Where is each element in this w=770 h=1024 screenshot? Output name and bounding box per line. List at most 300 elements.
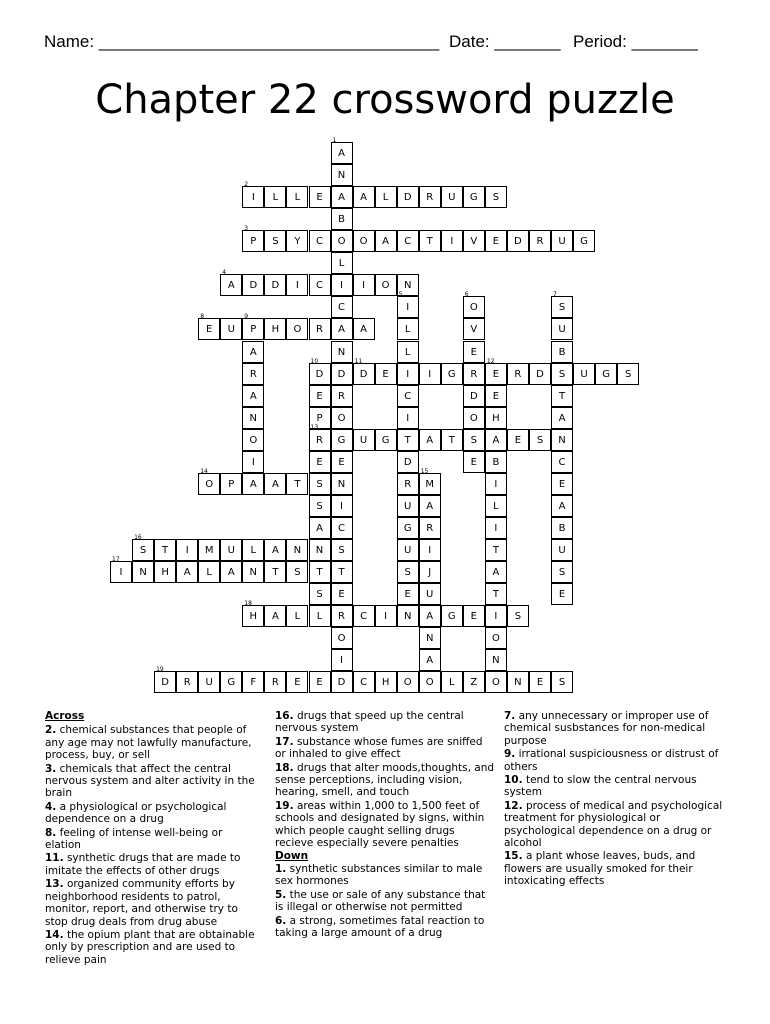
cell-letter: E — [470, 611, 477, 622]
grid-cell[interactable] — [286, 671, 308, 693]
grid-cell[interactable] — [595, 363, 617, 385]
grid-cell[interactable] — [397, 451, 419, 473]
grid-cell[interactable] — [198, 313, 220, 340]
grid-cell[interactable] — [220, 269, 242, 296]
cell-letter: I — [494, 611, 498, 622]
cell-letter: N — [293, 544, 302, 556]
grid-cell[interactable] — [242, 407, 264, 429]
grid-cell[interactable] — [551, 429, 573, 451]
grid-cell[interactable] — [397, 341, 419, 363]
grid-cell[interactable] — [551, 341, 573, 363]
cell-letter: S — [558, 567, 566, 578]
cell-letter: N — [558, 434, 566, 446]
grid-cell[interactable] — [286, 230, 308, 252]
cell-letter: O — [249, 434, 258, 446]
grid-cell[interactable] — [375, 230, 397, 252]
grid-cell[interactable] — [419, 605, 441, 627]
cell-letter: H — [492, 412, 500, 424]
grid-cell[interactable] — [551, 561, 573, 583]
grid-cell[interactable] — [551, 583, 573, 605]
cell-letter: N — [337, 346, 346, 358]
across-heading: Across — [45, 710, 85, 722]
grid-cell[interactable] — [331, 671, 353, 693]
grid-cell[interactable] — [485, 539, 507, 561]
grid-cell[interactable] — [573, 363, 595, 385]
grid-cell[interactable] — [463, 318, 485, 340]
grid-cell[interactable] — [551, 473, 573, 495]
grid-cell[interactable] — [309, 186, 331, 208]
grid-cell[interactable] — [242, 385, 264, 407]
across-clue-list-continued — [275, 710, 495, 849]
grid-cell[interactable] — [353, 605, 375, 627]
cell-letter: A — [338, 148, 345, 159]
down-heading: Down — [275, 850, 309, 863]
grid-cell[interactable] — [264, 318, 286, 340]
grid-cell[interactable] — [485, 605, 507, 627]
cell-letter: A — [183, 567, 191, 578]
grid-cell[interactable] — [463, 605, 485, 627]
grid-cell[interactable] — [419, 649, 441, 671]
grid-cell[interactable] — [551, 385, 573, 407]
name-field-label[interactable]: Name: ____________________________________ — [44, 32, 440, 51]
grid-cell[interactable] — [551, 539, 573, 561]
grid-cell[interactable] — [419, 583, 441, 605]
grid-cell[interactable] — [397, 671, 419, 693]
grid-cell[interactable] — [264, 561, 286, 583]
grid-cell[interactable] — [220, 539, 242, 561]
grid-cell[interactable] — [154, 561, 176, 583]
grid-cell[interactable] — [331, 539, 353, 561]
grid-cell[interactable] — [397, 230, 419, 252]
grid-cell[interactable] — [419, 429, 441, 451]
cell-letter: S — [139, 544, 147, 556]
grid-cell[interactable] — [286, 186, 308, 208]
grid-cell[interactable] — [485, 451, 507, 473]
grid-cell[interactable] — [331, 252, 353, 274]
cell-letter: S — [272, 236, 279, 248]
grid-cell[interactable] — [331, 407, 353, 429]
grid-cell[interactable] — [331, 230, 353, 252]
grid-cell[interactable] — [375, 363, 397, 385]
grid-cell[interactable] — [309, 605, 331, 627]
grid-cell[interactable] — [397, 517, 419, 539]
cell-letter: G — [469, 192, 478, 204]
cell-letter: L — [382, 192, 389, 204]
cell-letter: P — [228, 478, 235, 490]
grid-cell[interactable] — [485, 561, 507, 583]
grid-cell[interactable] — [441, 186, 463, 208]
cell-letter: O — [469, 412, 478, 424]
grid-cell[interactable] — [331, 561, 353, 583]
clue-number: 3 — [244, 225, 249, 233]
clue-item-text: chemicals that affect the central nervous system and alter activity in the brain — [45, 762, 255, 800]
grid-cell[interactable] — [242, 561, 264, 583]
grid-cell[interactable] — [154, 666, 176, 693]
grid-cell[interactable] — [485, 649, 507, 671]
clue-number: 5 — [398, 291, 403, 299]
grid-cell[interactable] — [286, 561, 308, 583]
grid-cell[interactable] — [331, 473, 353, 495]
cell-letter: A — [271, 611, 279, 622]
grid-cell[interactable] — [397, 561, 419, 583]
grid-cell[interactable] — [507, 363, 529, 385]
grid-cell[interactable] — [353, 357, 375, 385]
clue-item — [504, 774, 729, 799]
grid-cell[interactable] — [309, 583, 331, 605]
grid-cell[interactable] — [220, 671, 242, 693]
grid-cell[interactable] — [286, 274, 308, 296]
grid-cell[interactable] — [397, 605, 419, 627]
cell-letter: A — [426, 655, 434, 667]
grid-cell[interactable] — [309, 451, 331, 473]
grid-cell[interactable] — [331, 137, 353, 164]
grid-cell[interactable] — [551, 407, 573, 429]
grid-cell[interactable] — [463, 671, 485, 693]
grid-cell[interactable] — [463, 291, 485, 318]
grid-cell[interactable] — [242, 473, 264, 495]
date-field-label[interactable]: Date: _______ — [449, 32, 561, 51]
grid-cell[interactable] — [264, 671, 286, 693]
grid-cell[interactable] — [463, 385, 485, 407]
cell-letter: D — [514, 236, 522, 248]
grid-cell[interactable] — [331, 583, 353, 605]
grid-cell[interactable] — [397, 291, 419, 318]
grid-cell[interactable] — [485, 385, 507, 407]
grid-cell[interactable] — [242, 363, 264, 385]
grid-cell[interactable] — [242, 451, 264, 473]
grid-cell[interactable] — [132, 561, 154, 583]
clue-item-text: a plant whose leaves, buds, and flowers are usually smoked for their intoxicating effects — [504, 850, 696, 888]
cell-letter: E — [316, 390, 323, 402]
grid-cell[interactable] — [463, 186, 485, 208]
clue-item-text: feeling of intense well-being or elation — [45, 826, 223, 852]
grid-cell[interactable] — [132, 533, 154, 561]
clues-column-2 — [275, 710, 495, 940]
grid-cell[interactable] — [176, 671, 198, 693]
grid-cell[interactable] — [419, 561, 441, 583]
grid-cell[interactable] — [419, 539, 441, 561]
grid-cell[interactable] — [551, 291, 573, 318]
grid-cell[interactable] — [397, 186, 419, 208]
grid-cell[interactable] — [353, 186, 375, 208]
period-field-label[interactable]: Period: _______ — [573, 32, 698, 51]
grid-cell[interactable] — [331, 517, 353, 539]
grid-cell[interactable] — [220, 473, 242, 495]
grid-cell[interactable] — [507, 429, 529, 451]
grid-cell[interactable] — [286, 605, 308, 627]
grid-cell[interactable] — [309, 385, 331, 407]
grid-cell[interactable] — [485, 186, 507, 208]
grid-cell[interactable] — [242, 341, 264, 363]
grid-cell[interactable] — [441, 605, 463, 627]
grid-cell[interactable] — [397, 407, 419, 429]
cell-letter: N — [425, 633, 434, 645]
grid-cell[interactable] — [485, 357, 507, 385]
grid-cell[interactable] — [331, 495, 353, 517]
grid-cell[interactable] — [242, 539, 264, 561]
grid-cell[interactable] — [375, 186, 397, 208]
cell-letter: A — [558, 412, 566, 424]
grid-cell[interactable] — [309, 671, 331, 693]
grid-cell[interactable] — [309, 423, 331, 451]
cell-letter: B — [558, 346, 566, 358]
grid-cell[interactable] — [353, 429, 375, 451]
grid-cell[interactable] — [397, 583, 419, 605]
cell-letter: P — [250, 324, 257, 336]
grid-cell[interactable] — [331, 649, 353, 671]
grid-cell[interactable] — [198, 671, 220, 693]
grid-cell[interactable] — [397, 539, 419, 561]
cell-letter: D — [337, 368, 346, 380]
cell-letter: L — [272, 192, 279, 204]
clue-item-text: a strong, sometimes fatal reaction to taking a large amount of a drug — [275, 914, 485, 939]
grid-cell[interactable] — [485, 230, 507, 252]
cell-letter: U — [205, 677, 213, 689]
grid-cell[interactable] — [441, 363, 463, 385]
cell-letter: G — [447, 611, 456, 622]
grid-cell[interactable] — [286, 539, 308, 561]
grid-cell[interactable] — [485, 517, 507, 539]
grid-cell[interactable] — [309, 318, 331, 340]
cell-letter: L — [493, 500, 499, 512]
clue-item-number: 13. — [45, 878, 64, 891]
grid-cell[interactable] — [463, 230, 485, 252]
clue-item-text: process of medical and psychological treatment for physiological or psychological dependence on a drug or alcohol — [504, 799, 723, 850]
grid-cell[interactable] — [375, 605, 397, 627]
cell-letter: T — [162, 544, 169, 556]
cell-letter: S — [536, 434, 544, 446]
grid-cell[interactable] — [529, 429, 551, 451]
grid-cell[interactable] — [463, 429, 485, 451]
grid-cell[interactable] — [220, 561, 242, 583]
grid-cell[interactable] — [419, 517, 441, 539]
grid-cell[interactable] — [551, 517, 573, 539]
cell-letter: N — [514, 677, 522, 689]
clue-number: 16 — [134, 533, 142, 541]
grid-cell[interactable] — [242, 600, 264, 627]
grid-cell[interactable] — [419, 230, 441, 252]
grid-cell[interactable] — [375, 671, 397, 693]
grid-cell[interactable] — [419, 671, 441, 693]
grid-cell[interactable] — [309, 357, 331, 385]
grid-cell[interactable] — [485, 583, 507, 605]
grid-cell[interactable] — [198, 539, 220, 561]
cell-letter: S — [514, 611, 522, 622]
grid-cell[interactable] — [220, 318, 242, 340]
grid-cell[interactable] — [331, 385, 353, 407]
grid-cell[interactable] — [551, 495, 573, 517]
cell-letter: P — [316, 412, 323, 424]
clue-number: 12 — [486, 357, 495, 365]
grid-cell[interactable] — [397, 495, 419, 517]
cell-letter: E — [536, 677, 544, 689]
grid-cell[interactable] — [331, 429, 353, 451]
grid-cell[interactable] — [485, 473, 507, 495]
clue-item-number: 5. — [275, 888, 287, 901]
cell-letter: C — [338, 522, 345, 534]
grid-cell[interactable] — [286, 473, 308, 495]
grid-cell[interactable] — [441, 671, 463, 693]
grid-cell[interactable] — [331, 274, 353, 296]
grid-cell[interactable] — [309, 230, 331, 252]
cell-letter: D — [403, 192, 412, 204]
clue-number: 18 — [244, 600, 252, 607]
grid-cell[interactable] — [397, 363, 419, 385]
grid-cell[interactable] — [331, 605, 353, 627]
grid-cell[interactable] — [463, 363, 485, 385]
grid-cell[interactable] — [441, 429, 463, 451]
cell-letter: C — [360, 611, 368, 622]
grid-cell[interactable] — [529, 363, 551, 385]
grid-cell[interactable] — [154, 539, 176, 561]
grid-cell[interactable] — [198, 467, 220, 495]
grid-cell[interactable] — [331, 164, 353, 186]
grid-cell[interactable] — [419, 186, 441, 208]
cell-letter: C — [338, 302, 345, 314]
grid-cell[interactable] — [331, 341, 353, 363]
grid-cell[interactable] — [331, 451, 353, 473]
grid-cell[interactable] — [309, 495, 331, 517]
grid-cell[interactable] — [551, 451, 573, 473]
grid-cell[interactable] — [264, 274, 286, 296]
grid-cell[interactable] — [551, 318, 573, 340]
cell-letter: E — [514, 434, 522, 446]
grid-cell[interactable] — [419, 363, 441, 385]
grid-cell[interactable] — [507, 671, 529, 693]
cell-letter: N — [337, 478, 346, 490]
grid-cell[interactable] — [419, 627, 441, 649]
grid-cell[interactable] — [529, 671, 551, 693]
grid-cell[interactable] — [485, 495, 507, 517]
grid-cell[interactable] — [463, 451, 485, 473]
grid-cell[interactable] — [264, 473, 286, 495]
clue-number: 19 — [156, 666, 164, 674]
cell-letter: M — [204, 544, 214, 556]
grid-cell[interactable] — [463, 341, 485, 363]
cell-letter: S — [294, 567, 301, 578]
cell-letter: E — [404, 589, 411, 600]
clue-item — [275, 800, 495, 850]
cell-letter: L — [404, 324, 411, 336]
grid-cell[interactable] — [331, 186, 353, 208]
grid-cell[interactable] — [264, 230, 286, 252]
clue-item-text: organized community efforts by neighborhood residents to patrol, monitor, report, and otherwise try to stop drug deals from drug abuse — [45, 878, 238, 928]
cell-letter: L — [404, 346, 411, 358]
grid-cell[interactable] — [397, 385, 419, 407]
grid-cell[interactable] — [551, 230, 573, 252]
clue-item — [504, 850, 729, 887]
cell-letter: O — [337, 633, 346, 645]
grid-cell[interactable] — [353, 230, 375, 252]
grid-cell[interactable] — [309, 274, 331, 296]
cell-letter: A — [426, 500, 434, 512]
grid-cell[interactable] — [441, 230, 463, 252]
cell-letter: N — [139, 567, 147, 578]
grid-cell[interactable] — [617, 363, 639, 385]
cell-letter: E — [558, 589, 566, 600]
cell-letter: A — [227, 280, 235, 292]
grid-cell[interactable] — [331, 208, 353, 230]
grid-cell[interactable] — [242, 671, 264, 693]
grid-cell[interactable] — [551, 671, 573, 693]
grid-cell[interactable] — [485, 407, 507, 429]
grid-cell[interactable] — [242, 274, 264, 296]
cell-letter: S — [492, 192, 500, 204]
clue-item — [275, 736, 495, 761]
grid-cell[interactable] — [242, 225, 264, 252]
grid-cell[interactable] — [375, 274, 397, 296]
cell-letter: U — [404, 500, 412, 512]
cell-letter: D — [249, 280, 258, 292]
grid-cell[interactable] — [198, 561, 220, 583]
grid-cell[interactable] — [176, 539, 198, 561]
grid-cell[interactable] — [331, 318, 353, 340]
cell-letter: P — [250, 236, 257, 248]
grid-cell[interactable] — [353, 318, 375, 340]
grid-cell[interactable] — [110, 556, 132, 583]
grid-cell[interactable] — [264, 605, 286, 627]
grid-cell[interactable] — [551, 363, 573, 385]
cell-letter: S — [316, 500, 323, 512]
grid-cell[interactable] — [331, 363, 353, 385]
cell-letter: H — [249, 611, 258, 622]
grid-cell[interactable] — [242, 181, 264, 208]
cell-letter: R — [404, 478, 412, 490]
grid-cell[interactable] — [286, 318, 308, 340]
grid-cell[interactable] — [397, 473, 419, 495]
cell-letter: I — [295, 280, 299, 292]
clue-number: 4 — [222, 269, 227, 277]
cell-letter: U — [426, 589, 434, 600]
grid-cell[interactable] — [375, 429, 397, 451]
grid-cell[interactable] — [397, 429, 419, 451]
grid-cell[interactable] — [242, 429, 264, 451]
grid-cell[interactable] — [264, 186, 286, 208]
grid-cell[interactable] — [353, 274, 375, 296]
grid-cell[interactable] — [463, 407, 485, 429]
cell-letter: R — [338, 611, 345, 622]
grid-cell[interactable] — [309, 473, 331, 495]
clue-item-number: 14. — [45, 928, 64, 941]
cell-letter: A — [271, 478, 279, 490]
grid-cell[interactable] — [331, 627, 353, 649]
cell-letter: C — [316, 236, 323, 248]
grid-cell[interactable] — [331, 296, 353, 318]
grid-cell[interactable] — [176, 561, 198, 583]
grid-cell[interactable] — [573, 230, 595, 252]
grid-cell[interactable] — [507, 605, 529, 627]
grid-cell[interactable] — [419, 467, 441, 495]
grid-cell[interactable] — [264, 539, 286, 561]
cell-letter: N — [337, 170, 346, 182]
grid-cell[interactable] — [485, 627, 507, 649]
grid-cell[interactable] — [353, 671, 375, 693]
grid-cell[interactable] — [397, 318, 419, 340]
grid-cell[interactable] — [419, 495, 441, 517]
grid-cell[interactable] — [309, 561, 331, 583]
grid-cell[interactable] — [529, 230, 551, 252]
grid-cell[interactable] — [485, 429, 507, 451]
grid-cell[interactable] — [242, 313, 264, 340]
clue-item — [45, 801, 260, 826]
cell-letter: I — [428, 544, 432, 556]
grid-cell[interactable] — [309, 539, 331, 561]
cell-letter: O — [403, 677, 412, 689]
grid-cell[interactable] — [309, 517, 331, 539]
grid-cell[interactable] — [485, 671, 507, 693]
clue-item-text: substance whose fumes are sniffed or inhaled to give effect — [275, 735, 483, 761]
grid-cell[interactable] — [507, 230, 529, 252]
